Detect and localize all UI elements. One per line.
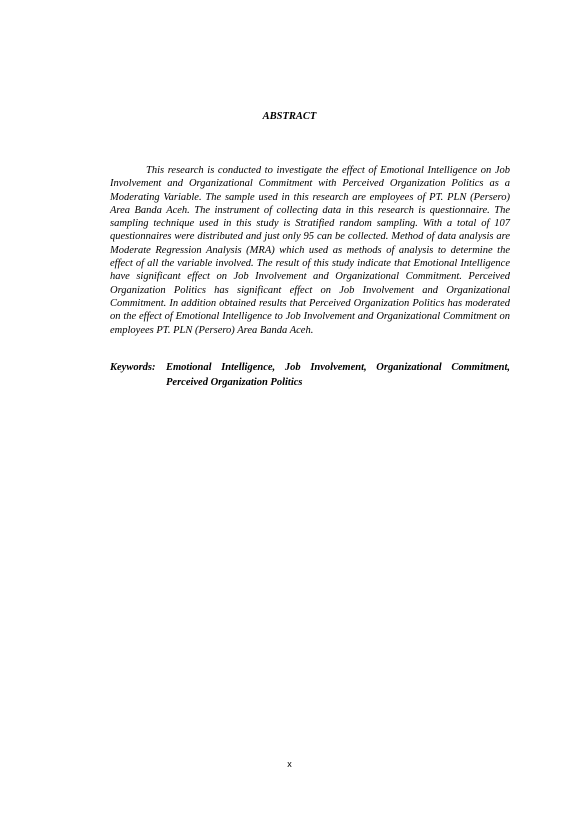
keywords-label: Keywords: — [110, 362, 156, 373]
page-number: x — [287, 759, 292, 769]
abstract-title: ABSTRACT — [262, 111, 317, 122]
keywords-section — [110, 361, 510, 390]
abstract-body: This research is conducted to investigate the effect of Emotional Intelligence on Job Involvement and Organizational Commitment with Perceived Organization Politics as a Moderating Variable. The sample used in this research are employees of PT. PLN (Persero) Area Banda Aceh. The instrument of collecting data in this research is questionnaire. The sampling technique used in this study is Stratified random sampling. With a total of 107 questionnaires were distributed and just only 95 can be collected. Method of data analysis are Moderate Regression Analysis (MRA) which used as methods of analysis to determine the effect of all the variable involved. The result of this study indicate that Emotional Intelligence have significant effect on Job Involvement and Organizational Commitment. Perceived Organization Politics has significant effect on Job Involvement and Organizational Commitment. In addition obtained results that Perceived Organization Politics has moderated on the effect of Emotional Intelligence to Job Involvement and Organizational Commitment on employees PT. PLN (Persero) Area Banda Aceh. — [110, 165, 510, 336]
keywords-list: Emotional Intelligence, Job Involvement, Organizational Commitment, Perceived Organization Politics — [166, 362, 510, 388]
